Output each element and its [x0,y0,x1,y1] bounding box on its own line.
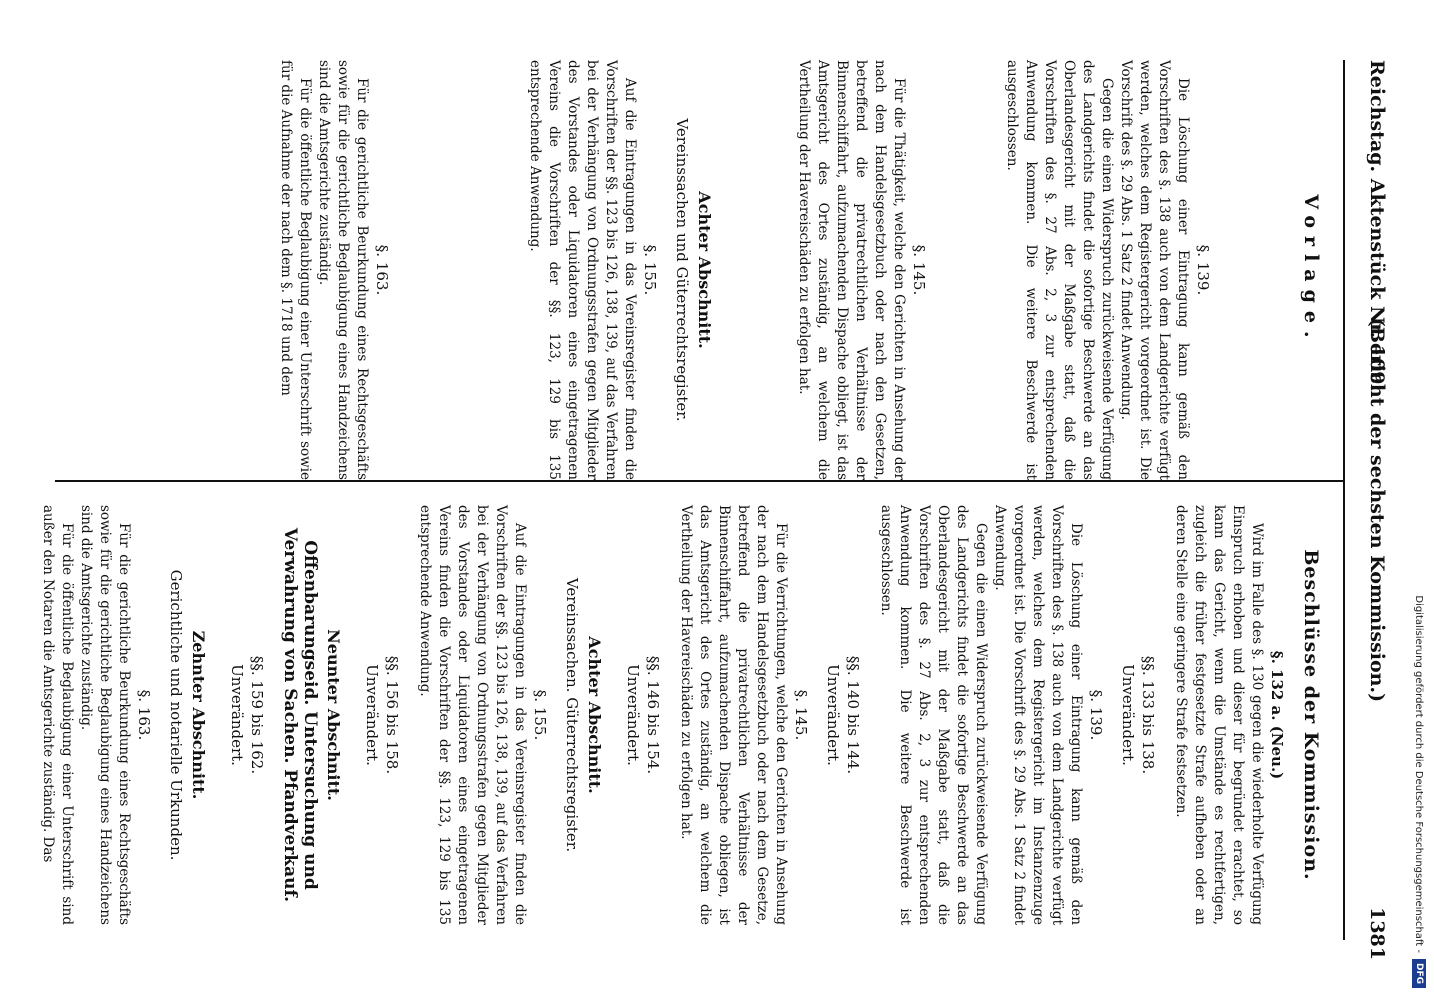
section-163-text-1-right: Für die gerichtliche Beurkundung eines Rechtsgeschäfts sowie für die gerichtliche Beglaubigung eines Handzeichens sind die Amtsgerichte zuständig. [78,505,132,925]
section-163-text-2-right: Für die öffentliche Beglaubigung einer Unterschrift sind außer den Notaren die Amtsgerichte zuständig. Das [40,505,75,925]
section-10-subtitle: Gerichtliche und notarielle Urkunden. [167,569,185,861]
section-139-text-1-right: Die Löschung einer Eintragung kann gemäß den Vorschriften des §. 138 auch von dem Landgerichte verfügt werden, welches dem Registergericht im Instanzenzuge vorgeordnet ist. Die Vorschrift des §. 29 Abs. 1 Satz 2 findet Anwendung. [992,505,1084,925]
left-column [60,60,1330,480]
section-8-title-right: Achter Abschnitt. [585,636,604,794]
section-139-text-2: Gegen die einen Widerspruch zurückweisende Verfügung des Landgerichts findet die sofortige Beschwerde an das Oberlandesgericht mit der Maßgabe statt, daß die Vorschriften des §. 27 Abs. 2, 3 zur entsprechenden Anwendung kommen. Die weitere Beschwerde ist ausgeschlossen. [1004,60,1115,480]
section-145-heading: §. 145. [910,244,928,296]
section-163-heading: §. 163. [373,244,391,296]
credit-text: Digitalisierung gefördert durch die Deutsche Forschungsgemeinschaft - [1413,595,1425,953]
section-163-text-1: Für die gerichtliche Beurkundung eines Rechtsgeschäfts sowie für die gerichtliche Beglaubigung eines Handzeichens sind die Amtsgerichte zuständig. [316,60,370,480]
section-139-text-2-right: Gegen die einen Widerspruch zurückweisende Verfügung des Landgerichts findet die sofortige Beschwerde an das Oberlandesgericht mit der Maßgabe statt, daß die Vorschriften des §. 27 Abs. 2, 3 zur entsprechenden Anwendung kommen. Die weitere Beschwerde ist ausgeschlossen. [878,505,989,925]
sections-133-138: §§. 133 bis 138. [1139,655,1157,775]
section-9-subtitle: Offenbarungseid. Untersuchung und Verwahrung von Sachen. Pfandverkauf. [280,527,320,903]
right-column [40,505,1330,925]
sections-156-158: §§. 156 bis 158. [383,655,401,775]
sections-146-154: §§. 146 bis 154. [644,655,662,775]
section-132a-text: Wird im Falle des §. 130 gegen die wiederholte Verfügung Einspruch erhoben und dieser für begründet erachtet, so kann das Gericht, wenn die Umstände es rechtfertigen, zugleich die früher festgesetzte Strafe aufheben oder an deren Stelle eine geringere Strafe festsetzen. [1173,505,1265,925]
section-155-text: Auf die Eintragungen in das Vereinsregister finden die Vorschriften der §§. 123 bis 126, 138, 139, auf das Verfahren bei der Verhängung von Ordnungsstrafen gegen Mitglieder des Vorstandes oder Liquidatoren eines eingetragenen Vereins die Vorschriften der §§. 123, 129 bis 135 entsprechende Anwendung. [527,60,638,480]
section-145-text: Für die Thätigkeit, welche den Gerichten in Ansehung der nach dem Handelsgesetzbuch oder nach den Gesetzen, betreffend die privatrechtlichen Verhältnisse der Binnenschiffahrt, aufzumachenden Dispache obliegt, ist das Amtsgericht des Ortes zuständig, an welchem die Vertheilung der Havereischäden zu erfolgen hat. [796,60,907,480]
section-163-heading-right: §. 163. [135,689,153,741]
section-139-text-1: Die Löschung einer Eintragung kann gemäß den Vorschriften des §. 138 auch von dem Landgerichte verfügt werden, welches dem Registergericht vorgeordnet ist. Die Vorschrift des §. 29 Abs. 1 Satz 2 findet Anwendung. [1118,60,1191,480]
section-8-title: Achter Abschnitt. [695,191,714,349]
header-left: Reichstag. Aktenstück Nr. 109. [1366,60,1388,392]
unchanged-label-4: Unverändert. [363,664,381,766]
section-155-heading: §. 155. [641,244,659,296]
unchanged-label-3: Unverändert. [624,664,642,766]
section-10-title: Zehnter Abschnitt. [189,630,208,800]
dfg-logo: DFG [1412,959,1426,988]
left-column-title: Vorlage. [1300,194,1322,346]
section-8-subtitle: Vereinssachen und Güterrechtsregister. [673,118,691,422]
right-column-title: Beschlüsse der Kommission. [1300,549,1322,881]
page-number: 1381 [1366,907,1388,960]
sections-140-144: §§. 140 bis 144. [844,655,862,775]
section-8-subtitle-right: Vereinssachen. Güterrechtsregister. [563,577,581,853]
header-center: (Bericht der sechsten Kommission.) [1366,317,1388,703]
section-139-heading: §. 139. [1194,244,1212,296]
unchanged-label-1: Unverändert. [1119,664,1137,766]
section-163-text-2: Für die öffentliche Beglaubigung einer Unterschrift sowie für die Aufnahme der nach dem §. 1718 und dem [278,60,313,480]
section-9-title: Neunter Abschnitt. [324,629,343,801]
section-132a-heading: §. 132 a. (Neu.) [1268,650,1286,780]
section-145-text-right: Für die Verrichtungen, welche den Gerichten in Ansehung der nach dem Handelsgesetzbuch oder nach dem Gesetze, betreffend die privatrechtlichen Verhältnisse der Binnenschiffahrt, aufzumachenden Dispache obliegen, ist das Amtsgericht des Ortes zuständig, an welchem die Vertheilung der Havereischäden zu erfolgen hat. [678,505,789,925]
section-155-heading-right: §. 155. [531,689,549,741]
sections-159-162: §§. 159 bis 162. [248,655,266,775]
section-155-text-right: Auf die Eintragungen in das Vereinsregister finden die Vorschriften der §§. 123 bis 126, 138, 139, auf das Verfahren bei der Verhängung von Ordnungsstrafen gegen Mitglieder des Vorstandes oder Liquidatoren eines eingetragenen Vereins finden die Vorschriften der §§. 123, 129 bis 135 entsprechende Anwendung. [417,505,528,925]
column-divider [55,480,1345,482]
page-header [1345,60,1400,960]
unchanged-label-5: Unverändert. [228,664,246,766]
section-145-heading-right: §. 145. [792,689,810,741]
unchanged-label-2: Unverändert. [824,664,842,766]
header-rule [1343,60,1345,940]
digitization-credit [1405,8,1433,988]
section-139-heading-right: §. 139. [1087,689,1105,741]
